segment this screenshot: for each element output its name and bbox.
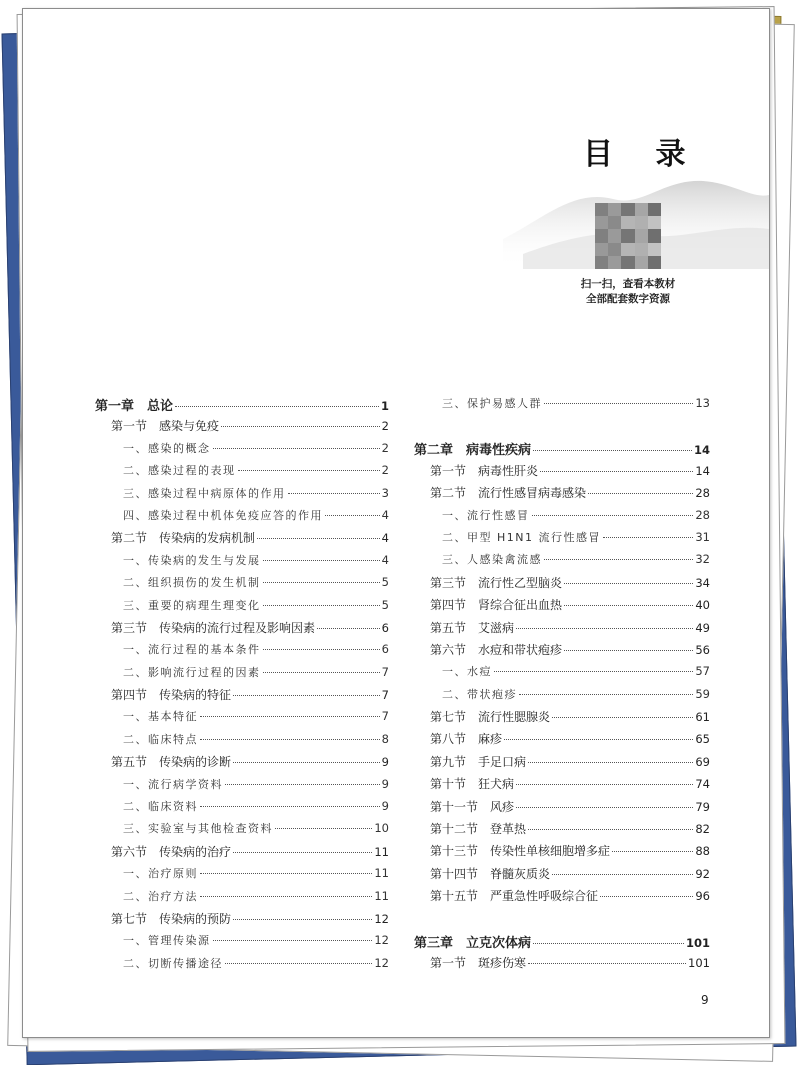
toc-entry-title: 第十二节 登革热 bbox=[430, 822, 527, 837]
toc-dot-leader bbox=[238, 470, 380, 471]
toc-entry-title: 第七节 流行性腮腺炎 bbox=[430, 710, 551, 725]
toc-entry-page: 4 bbox=[381, 531, 389, 546]
qr-caption-line2: 全部配套数字资源 bbox=[586, 293, 670, 305]
qr-module bbox=[608, 229, 621, 242]
toc-entry-title: 一、流行性感冒 bbox=[442, 508, 530, 522]
toc-dot-leader bbox=[317, 628, 380, 629]
toc-entry-page: 7 bbox=[381, 688, 389, 703]
toc-entry-page: 28 bbox=[695, 507, 710, 522]
toc-entry-title: 第八节 麻疹 bbox=[430, 732, 503, 747]
toc-entry-title: 第三节 传染病的流行过程及影响因素 bbox=[111, 620, 316, 635]
toc-entry-section[interactable] bbox=[414, 484, 710, 506]
toc-dot-leader bbox=[233, 919, 372, 920]
toc-entry-page: 74 bbox=[695, 777, 710, 792]
toc-dot-leader bbox=[564, 650, 693, 651]
toc-dot-leader bbox=[325, 515, 380, 516]
toc-spacer bbox=[414, 417, 710, 439]
toc-entry-item[interactable] bbox=[95, 932, 389, 954]
toc-dot-leader bbox=[175, 406, 379, 407]
qr-module bbox=[635, 229, 648, 242]
toc-entry-section[interactable] bbox=[414, 798, 710, 820]
toc-left-column bbox=[95, 395, 389, 977]
toc-entry-item[interactable] bbox=[95, 731, 389, 753]
toc-dot-leader bbox=[612, 851, 693, 852]
document-page bbox=[22, 8, 770, 1038]
toc-entry-title: 二、组织损伤的发生机制 bbox=[123, 576, 261, 590]
toc-entry-section[interactable] bbox=[95, 417, 389, 439]
toc-entry-page: 13 bbox=[695, 396, 710, 410]
qr-module bbox=[621, 229, 634, 242]
toc-entry-page: 40 bbox=[695, 598, 710, 613]
toc-entry-item[interactable] bbox=[414, 507, 710, 529]
toc-dot-leader bbox=[200, 873, 372, 874]
toc-entry-page: 2 bbox=[381, 440, 389, 455]
toc-entry-title: 第九节 手足口病 bbox=[430, 754, 527, 769]
toc-entry-page: 9 bbox=[381, 776, 389, 791]
toc-entry-page: 6 bbox=[381, 620, 389, 635]
toc-dot-leader bbox=[213, 940, 373, 941]
toc-entry-page: 49 bbox=[695, 620, 710, 635]
toc-entry-page: 3 bbox=[381, 485, 389, 500]
toc-dot-leader bbox=[263, 649, 380, 650]
toc-entry-item[interactable] bbox=[95, 820, 389, 842]
toc-dot-leader bbox=[540, 471, 693, 472]
toc-entry-page: 65 bbox=[695, 732, 710, 747]
toc-entry-page: 34 bbox=[695, 575, 710, 590]
toc-entry-title: 第一节 病毒性肝炎 bbox=[430, 463, 539, 478]
toc-entry-title: 第十三节 传染性单核细胞增多症 bbox=[430, 844, 611, 859]
toc-entry-page: 9 bbox=[381, 799, 389, 814]
toc-dot-leader bbox=[233, 695, 380, 696]
toc-entry-item[interactable] bbox=[95, 574, 389, 596]
toc-entry-title: 二、感染过程的表现 bbox=[123, 464, 236, 478]
toc-dot-leader bbox=[588, 493, 693, 494]
toc-entry-title: 一、流行病学资料 bbox=[123, 777, 223, 791]
toc-entry-title: 第二节 传染病的发病机制 bbox=[111, 531, 256, 546]
qr-module bbox=[621, 203, 634, 216]
toc-entry-item[interactable] bbox=[414, 551, 710, 573]
toc-entry-item[interactable] bbox=[95, 664, 389, 686]
toc-entry-item[interactable] bbox=[95, 955, 389, 977]
qr-module bbox=[635, 216, 648, 229]
toc-entry-item[interactable] bbox=[95, 597, 389, 619]
toc-entry-title: 三、重要的病理生理变化 bbox=[123, 598, 261, 612]
toc-entry-item[interactable] bbox=[414, 663, 710, 685]
toc-entry-section[interactable] bbox=[414, 619, 710, 641]
toc-entry-title: 第一节 感染与免疫 bbox=[111, 419, 220, 434]
toc-entry-title: 一、水痘 bbox=[442, 665, 492, 679]
toc-entry-title: 二、带状疱疹 bbox=[442, 687, 517, 701]
toc-entry-title: 第六节 水痘和带状疱疹 bbox=[430, 642, 563, 657]
toc-dot-leader bbox=[552, 717, 693, 718]
toc-entry-item[interactable] bbox=[95, 440, 389, 462]
toc-entry-page: 82 bbox=[695, 822, 710, 837]
toc-entry-item[interactable] bbox=[95, 776, 389, 798]
toc-entry-title: 第十五节 严重急性呼吸综合征 bbox=[430, 889, 599, 904]
toc-dot-leader bbox=[263, 582, 380, 583]
toc-entry-page: 5 bbox=[381, 597, 389, 612]
toc-dot-leader bbox=[544, 559, 693, 560]
toc-dot-leader bbox=[528, 829, 693, 830]
toc-entry-title: 三、感染过程中病原体的作用 bbox=[123, 486, 286, 500]
toc-entry-page: 11 bbox=[374, 866, 389, 881]
toc-entry-page: 11 bbox=[374, 888, 389, 903]
toc-entry-title: 四、感染过程中机体免疫应答的作用 bbox=[123, 508, 323, 522]
qr-module bbox=[595, 243, 608, 256]
toc-dot-leader bbox=[533, 450, 692, 451]
toc-entry-title: 一、流行过程的基本条件 bbox=[123, 643, 261, 657]
qr-module bbox=[608, 243, 621, 256]
qr-module bbox=[595, 229, 608, 242]
toc-dot-leader bbox=[225, 963, 372, 964]
toc-entry-page: 9 bbox=[381, 755, 389, 770]
toc-entry-page: 101 bbox=[688, 955, 710, 970]
toc-entry-chapter[interactable] bbox=[414, 439, 710, 461]
toc-entry-section[interactable] bbox=[414, 708, 710, 730]
toc-dot-leader bbox=[200, 896, 372, 897]
toc-entry-title: 第二章 病毒性疾病 bbox=[414, 443, 532, 459]
toc-entry-section[interactable] bbox=[414, 596, 710, 618]
toc-entry-page: 8 bbox=[381, 731, 389, 746]
toc-entry-chapter[interactable] bbox=[414, 932, 710, 954]
toc-dot-leader bbox=[200, 806, 380, 807]
toc-entry-title: 第十一节 风疹 bbox=[430, 799, 515, 814]
toc-entry-title: 第三章 立克次体病 bbox=[414, 935, 532, 951]
toc-entry-page: 57 bbox=[695, 664, 710, 679]
toc-dot-leader bbox=[263, 672, 380, 673]
toc-entry-page: 28 bbox=[695, 486, 710, 501]
toc-entry-title: 一、治疗原则 bbox=[123, 867, 198, 881]
toc-entry-page: 10 bbox=[374, 821, 389, 836]
toc-dot-leader bbox=[504, 739, 693, 740]
toc-entry-title: 二、临床资料 bbox=[123, 800, 198, 814]
toc-entry-page: 61 bbox=[695, 710, 710, 725]
qr-module bbox=[648, 203, 661, 216]
toc-entry-section[interactable] bbox=[414, 775, 710, 797]
qr-module bbox=[595, 256, 608, 269]
toc-entry-page: 12 bbox=[374, 911, 389, 926]
toc-dot-leader bbox=[533, 943, 684, 944]
page-number: 9 bbox=[701, 993, 709, 1007]
toc-entry-section[interactable] bbox=[414, 641, 710, 663]
toc-entry-title: 三、实验室与其他检查资料 bbox=[123, 822, 273, 836]
toc-entry-section[interactable] bbox=[414, 842, 710, 864]
toc-entry-title: 第一节 斑疹伤寒 bbox=[430, 955, 527, 970]
qr-caption bbox=[563, 277, 693, 307]
toc-entry-item[interactable] bbox=[414, 529, 710, 551]
qr-module bbox=[648, 256, 661, 269]
toc-dot-leader bbox=[544, 403, 693, 404]
toc-entry-section[interactable] bbox=[95, 843, 389, 865]
toc-entry-title: 第十节 狂犬病 bbox=[430, 777, 515, 792]
toc-entry-item[interactable] bbox=[414, 686, 710, 708]
qr-module bbox=[621, 216, 634, 229]
toc-entry-page: 12 bbox=[374, 955, 389, 970]
toc-entry-page: 6 bbox=[381, 642, 389, 657]
toc-entry-page: 7 bbox=[381, 709, 389, 724]
toc-entry-page: 2 bbox=[381, 463, 389, 478]
toc-entry-item[interactable] bbox=[95, 462, 389, 484]
toc-entry-title: 第六节 传染病的治疗 bbox=[111, 844, 232, 859]
toc-entry-page: 96 bbox=[695, 889, 710, 904]
toc-entry-title: 第四节 传染病的特征 bbox=[111, 688, 232, 703]
toc-entry-title: 二、甲型 H1N1 流行性感冒 bbox=[442, 530, 601, 544]
qr-module bbox=[595, 216, 608, 229]
toc-entry-title: 第二节 流行性感冒病毒感染 bbox=[430, 486, 587, 501]
toc-dot-leader bbox=[200, 716, 380, 717]
toc-entry-item[interactable] bbox=[95, 798, 389, 820]
qr-module bbox=[635, 203, 648, 216]
page-title: 目 录 bbox=[583, 137, 702, 172]
toc-entry-page: 101 bbox=[685, 935, 710, 950]
toc-entry-section[interactable] bbox=[414, 462, 710, 484]
qr-module bbox=[608, 216, 621, 229]
toc-entry-page: 4 bbox=[381, 552, 389, 567]
toc-entry-section[interactable] bbox=[414, 865, 710, 887]
toc-entry-title: 第三节 流行性乙型脑炎 bbox=[430, 575, 563, 590]
toc-dot-leader bbox=[516, 807, 693, 808]
qr-module bbox=[608, 256, 621, 269]
toc-entry-section[interactable] bbox=[414, 753, 710, 775]
toc-entry-title: 第七节 传染病的预防 bbox=[111, 911, 232, 926]
toc-dot-leader bbox=[528, 963, 686, 964]
toc-entry-title: 第四节 肾综合征出血热 bbox=[430, 598, 563, 613]
toc-entry-title: 二、影响流行过程的因素 bbox=[123, 665, 261, 679]
toc-dot-leader bbox=[200, 739, 380, 740]
toc-entry-item[interactable] bbox=[95, 865, 389, 887]
toc-entry-section[interactable] bbox=[95, 619, 389, 641]
toc-dot-leader bbox=[528, 762, 693, 763]
toc-entry-section[interactable] bbox=[95, 910, 389, 932]
toc-entry-item[interactable] bbox=[414, 395, 710, 417]
toc-spacer bbox=[414, 910, 710, 932]
toc-entry-page: 12 bbox=[374, 933, 389, 948]
toc-entry-page: 88 bbox=[695, 844, 710, 859]
toc-entry-title: 一、基本特征 bbox=[123, 710, 198, 724]
toc-dot-leader bbox=[221, 426, 380, 427]
toc-entry-page: 14 bbox=[695, 463, 710, 478]
toc-entry-title: 第五节 艾滋病 bbox=[430, 620, 515, 635]
qr-module bbox=[621, 243, 634, 256]
qr-module bbox=[648, 243, 661, 256]
toc-entry-section[interactable] bbox=[414, 954, 710, 976]
toc-dot-leader bbox=[225, 784, 380, 785]
toc-entry-item[interactable] bbox=[95, 888, 389, 910]
toc-dot-leader bbox=[494, 671, 693, 672]
toc-entry-page: 4 bbox=[381, 507, 389, 522]
qr-module bbox=[635, 243, 648, 256]
toc-entry-section[interactable] bbox=[414, 574, 710, 596]
toc-entry-section[interactable] bbox=[95, 686, 389, 708]
toc-dot-leader bbox=[288, 493, 380, 494]
toc-dot-leader bbox=[564, 583, 693, 584]
toc-dot-leader bbox=[532, 515, 694, 516]
qr-code[interactable] bbox=[595, 203, 661, 269]
toc-dot-leader bbox=[257, 538, 380, 539]
toc-entry-chapter[interactable] bbox=[95, 395, 389, 417]
toc-entry-title: 第五节 传染病的诊断 bbox=[111, 755, 232, 770]
toc-entry-section[interactable] bbox=[95, 753, 389, 775]
qr-caption-line1: 扫一扫，查看本教材 bbox=[580, 278, 676, 290]
toc-entry-page: 32 bbox=[695, 552, 710, 567]
toc-dot-leader bbox=[552, 874, 693, 875]
toc-entry-page: 92 bbox=[695, 866, 710, 881]
toc-entry-title: 二、治疗方法 bbox=[123, 889, 198, 903]
toc-entry-section[interactable] bbox=[95, 529, 389, 551]
toc-entry-title: 第十四节 脊髓灰质炎 bbox=[430, 866, 551, 881]
toc-entry-title: 二、切断传播途径 bbox=[123, 956, 223, 970]
qr-module bbox=[635, 256, 648, 269]
toc-dot-leader bbox=[600, 896, 693, 897]
toc-dot-leader bbox=[516, 628, 693, 629]
toc-entry-item[interactable] bbox=[95, 507, 389, 529]
toc-entry-item[interactable] bbox=[95, 485, 389, 507]
toc-entry-title: 一、管理传染源 bbox=[123, 934, 211, 948]
toc-entry-item[interactable] bbox=[95, 641, 389, 663]
toc-entry-page: 56 bbox=[695, 642, 710, 657]
toc-entry-page: 69 bbox=[695, 754, 710, 769]
toc-dot-leader bbox=[263, 560, 380, 561]
toc-entry-title: 三、保护易感人群 bbox=[442, 397, 542, 410]
qr-module bbox=[595, 203, 608, 216]
toc-dot-leader bbox=[519, 694, 693, 695]
toc-entry-page: 79 bbox=[695, 799, 710, 814]
qr-module bbox=[621, 256, 634, 269]
qr-module bbox=[608, 203, 621, 216]
toc-dot-leader bbox=[213, 448, 380, 449]
toc-entry-title: 二、临床特点 bbox=[123, 732, 198, 746]
toc-entry-page: 31 bbox=[695, 529, 710, 544]
toc-dot-leader bbox=[233, 852, 372, 853]
toc-entry-page: 5 bbox=[381, 575, 389, 590]
toc-entry-item[interactable] bbox=[95, 708, 389, 730]
toc-dot-leader bbox=[233, 762, 380, 763]
toc-entry-title: 一、感染的概念 bbox=[123, 441, 211, 455]
toc-right-column bbox=[414, 395, 710, 976]
toc-entry-page: 11 bbox=[374, 844, 389, 859]
toc-entry-page: 59 bbox=[695, 686, 710, 701]
toc-entry-title: 一、传染病的发生与发展 bbox=[123, 553, 261, 567]
toc-dot-leader bbox=[603, 537, 693, 538]
toc-dot-leader bbox=[275, 828, 372, 829]
toc-entry-page: 7 bbox=[381, 664, 389, 679]
toc-dot-leader bbox=[263, 605, 380, 606]
toc-entry-section[interactable] bbox=[414, 820, 710, 842]
toc-entry-page: 1 bbox=[380, 399, 389, 413]
toc-entry-section[interactable] bbox=[414, 730, 710, 752]
qr-module bbox=[648, 216, 661, 229]
toc-entry-title: 三、人感染禽流感 bbox=[442, 553, 542, 567]
toc-dot-leader bbox=[564, 605, 693, 606]
toc-entry-section[interactable] bbox=[414, 887, 710, 909]
toc-entry-page: 14 bbox=[693, 443, 710, 458]
toc-entry-item[interactable] bbox=[95, 552, 389, 574]
toc-entry-title: 第一章 总论 bbox=[95, 399, 174, 414]
toc-entry-page: 2 bbox=[381, 419, 389, 434]
toc-dot-leader bbox=[516, 784, 693, 785]
qr-module bbox=[648, 229, 661, 242]
